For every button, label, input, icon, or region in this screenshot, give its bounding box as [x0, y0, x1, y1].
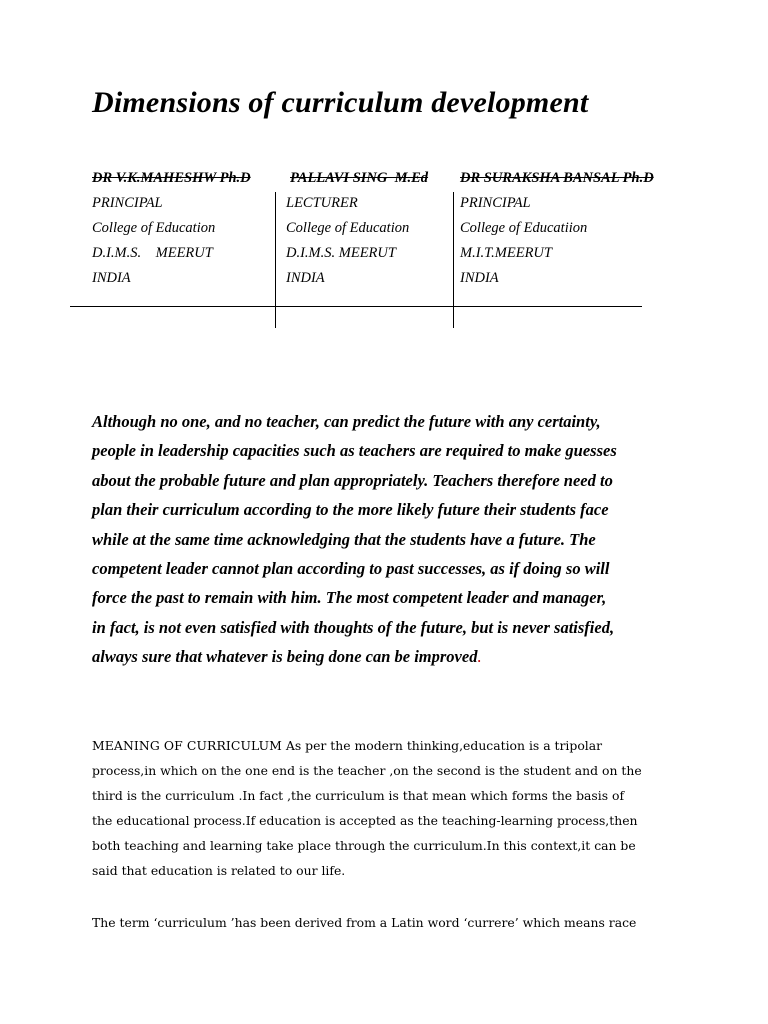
author-country: INDIA	[92, 270, 131, 286]
meaning-paragraph	[92, 733, 732, 883]
author-2	[286, 166, 428, 291]
author-country: INDIA	[286, 270, 325, 286]
author-role: PRINCIPAL	[92, 195, 163, 211]
column-divider	[275, 192, 276, 328]
author-institution: College of Education	[286, 220, 410, 236]
author-role: LECTURER	[286, 195, 358, 211]
author-institution: College of Educatiion	[460, 220, 588, 236]
author-block	[0, 0, 768, 340]
author-role: PRINCIPAL	[460, 195, 531, 211]
author-location: D.I.M.S. MEERUT	[286, 245, 396, 261]
meaning-text: As per the modern thinking,education is a tripolar process,in which on the one end is the teacher ,on the second is the student and on the third is the curriculum .In fact ,the curriculum is that mean which forms the basis of the educational process.If education is accepted as the teaching-learning process,then both teaching and learning take place through the curriculum.In this context,it can be said that education is related to our life.	[92, 738, 642, 878]
author-name: PALLAVI SING M.Ed	[290, 170, 429, 186]
author-location: D.I.M.S. MEERUT	[92, 245, 213, 261]
table-rule	[70, 306, 642, 307]
term-paragraph: The term ‘curriculum ’has been derived from a Latin word ‘currere’ which means race	[92, 915, 637, 930]
author-location: M.I.T.MEERUT	[460, 245, 552, 261]
author-institution: College of Education	[92, 220, 216, 236]
author-name: DR V.K.MAHESHW Ph.D	[92, 170, 251, 186]
author-country: INDIA	[460, 270, 499, 286]
author-name: DR SURAKSHA BANSAL Ph.D	[460, 170, 654, 186]
section-heading: MEANING OF CURRICULUM	[92, 738, 282, 753]
abstract-end: .	[477, 647, 482, 667]
abstract-paragraph	[92, 407, 712, 672]
abstract-text: Although no one, and no teacher, can predict the future with any certainty, people in leadership capacities such as teachers are required to make guesses about the probable future and plan appropriately. Teachers therefore need to plan their curriculum according to the more likely future their students face while at the same time acknowledging that the students have a future. The competent leader cannot plan according to past successes, as if doing so will force the past to remain with him. The most competent leader and manager, in fact, is not even satisfied with thoughts of the future, but is never satisfied, always sure that whatever is being done can be improved	[92, 412, 617, 667]
author-3	[460, 166, 654, 291]
column-divider	[453, 192, 454, 328]
author-1	[92, 166, 251, 291]
document-title: Dimensions of curriculum development	[92, 86, 589, 119]
